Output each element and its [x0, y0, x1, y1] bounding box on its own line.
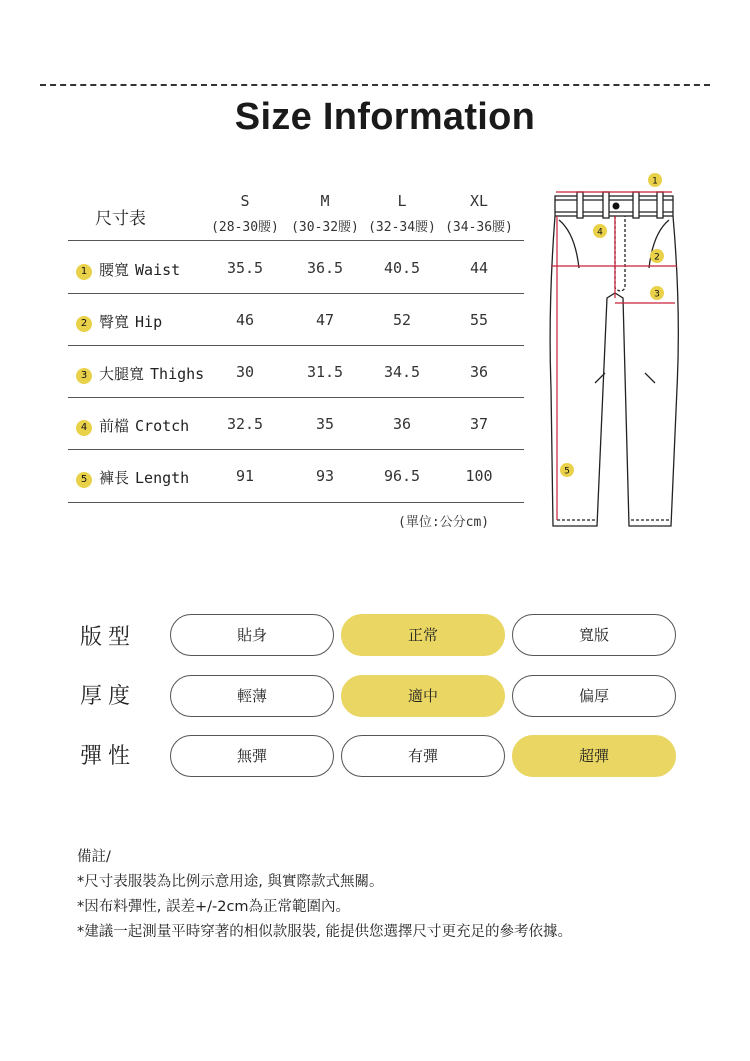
table-cell: 34.5	[383, 363, 421, 381]
table-cell: 46	[235, 311, 255, 329]
belt-loop	[603, 192, 609, 218]
option-pill: 有彈	[341, 735, 505, 777]
option-pill: 無彈	[170, 735, 334, 777]
table-cell: 47	[315, 311, 335, 329]
belt-loop	[657, 192, 663, 218]
row-label-zh: 腰寬	[99, 261, 130, 279]
pocket-line	[559, 220, 579, 268]
belt-loop	[633, 192, 639, 218]
feature-label-stretch: 彈性	[80, 744, 137, 769]
row-label-en: Crotch	[135, 417, 190, 435]
row-label-en: Thighs	[150, 365, 205, 383]
table-divider	[68, 502, 524, 503]
dashed-divider	[40, 84, 710, 86]
option-pill: 正常	[341, 614, 505, 656]
table-cell: 35	[315, 415, 335, 433]
size-range: (34-36腰)	[445, 220, 513, 235]
note-line: *尺寸表服裝為比例示意用途, 與實際款式無關。	[77, 874, 384, 890]
table-cell: 32.5	[226, 415, 264, 433]
number-badge: 2	[76, 316, 92, 332]
number-badge: 4	[76, 420, 92, 436]
size-table-label: 尺寸表	[95, 209, 146, 229]
notes-section	[77, 845, 572, 945]
size-name: XL	[469, 192, 489, 210]
option-pill: 偏厚	[512, 675, 676, 717]
fly-line	[615, 216, 625, 291]
row-label-en: Hip	[135, 313, 163, 331]
note-line: *建議一起測量平時穿著的相似款服裝, 能提供您選擇尺寸更充足的參考依據。	[77, 924, 572, 940]
number-badge: 5	[76, 472, 92, 488]
marker-2: 2	[654, 252, 660, 263]
table-divider	[68, 345, 524, 346]
number-badge: 1	[76, 264, 92, 280]
size-range: (32-34腰)	[368, 220, 436, 235]
table-cell: 52	[392, 311, 412, 329]
size-name: L	[397, 192, 407, 210]
option-pill: 超彈	[512, 735, 676, 777]
row-label-length	[76, 467, 189, 488]
table-cell: 91	[235, 467, 255, 485]
page-title: Size Information	[234, 96, 536, 138]
table-divider	[68, 397, 524, 398]
column-header-m	[285, 192, 365, 235]
row-label-zh: 大腿寬	[99, 365, 145, 383]
row-label-zh: 臀寬	[99, 313, 130, 331]
button-dot	[613, 203, 620, 210]
number-badge: 3	[76, 368, 92, 384]
feature-label-thickness: 厚度	[80, 684, 137, 709]
feature-label-fit: 版型	[80, 625, 137, 650]
diagram-markers	[560, 173, 664, 477]
notes-heading: 備註/	[77, 849, 111, 865]
table-divider	[68, 293, 524, 294]
table-cell: 100	[465, 467, 493, 485]
table-cell: 93	[315, 467, 335, 485]
table-cell: 36	[469, 363, 489, 381]
size-name: S	[240, 192, 250, 210]
row-label-en: Length	[135, 469, 190, 487]
table-cell: 31.5	[306, 363, 344, 381]
column-header-xl	[439, 192, 519, 235]
row-label-en: Waist	[135, 261, 181, 279]
row-label-thighs	[76, 363, 204, 384]
table-divider	[68, 240, 524, 241]
option-pill: 貼身	[170, 614, 334, 656]
size-name: M	[320, 192, 330, 210]
crease-mark	[645, 373, 655, 383]
option-pill: 輕薄	[170, 675, 334, 717]
table-cell: 36.5	[306, 259, 344, 277]
note-line: *因布料彈性, 誤差+/-2cm為正常範圍內。	[77, 899, 351, 915]
row-label-zh: 前檔	[99, 417, 130, 435]
row-label-zh: 褲長	[99, 469, 130, 487]
table-cell: 35.5	[226, 259, 264, 277]
table-cell: 37	[469, 415, 489, 433]
pants-diagram	[545, 168, 695, 538]
belt-loop	[577, 192, 583, 218]
size-range: (28-30腰)	[211, 220, 279, 235]
table-cell: 96.5	[383, 467, 421, 485]
size-range: (30-32腰)	[291, 220, 359, 235]
column-header-l	[362, 192, 442, 235]
table-divider	[68, 449, 524, 450]
marker-1: 1	[652, 176, 658, 187]
table-cell: 30	[235, 363, 255, 381]
marker-3: 3	[654, 289, 660, 300]
row-label-hip	[76, 311, 162, 332]
table-cell: 36	[392, 415, 412, 433]
unit-note: (單位:公分cm)	[398, 515, 490, 530]
table-cell: 40.5	[383, 259, 421, 277]
row-label-waist	[76, 259, 180, 280]
table-cell: 55	[469, 311, 489, 329]
row-label-crotch	[76, 415, 189, 436]
column-header-s	[205, 192, 285, 235]
table-cell: 44	[469, 259, 489, 277]
option-pill: 適中	[341, 675, 505, 717]
marker-5: 5	[564, 466, 570, 477]
option-pill: 寬版	[512, 614, 676, 656]
marker-4: 4	[597, 227, 603, 238]
